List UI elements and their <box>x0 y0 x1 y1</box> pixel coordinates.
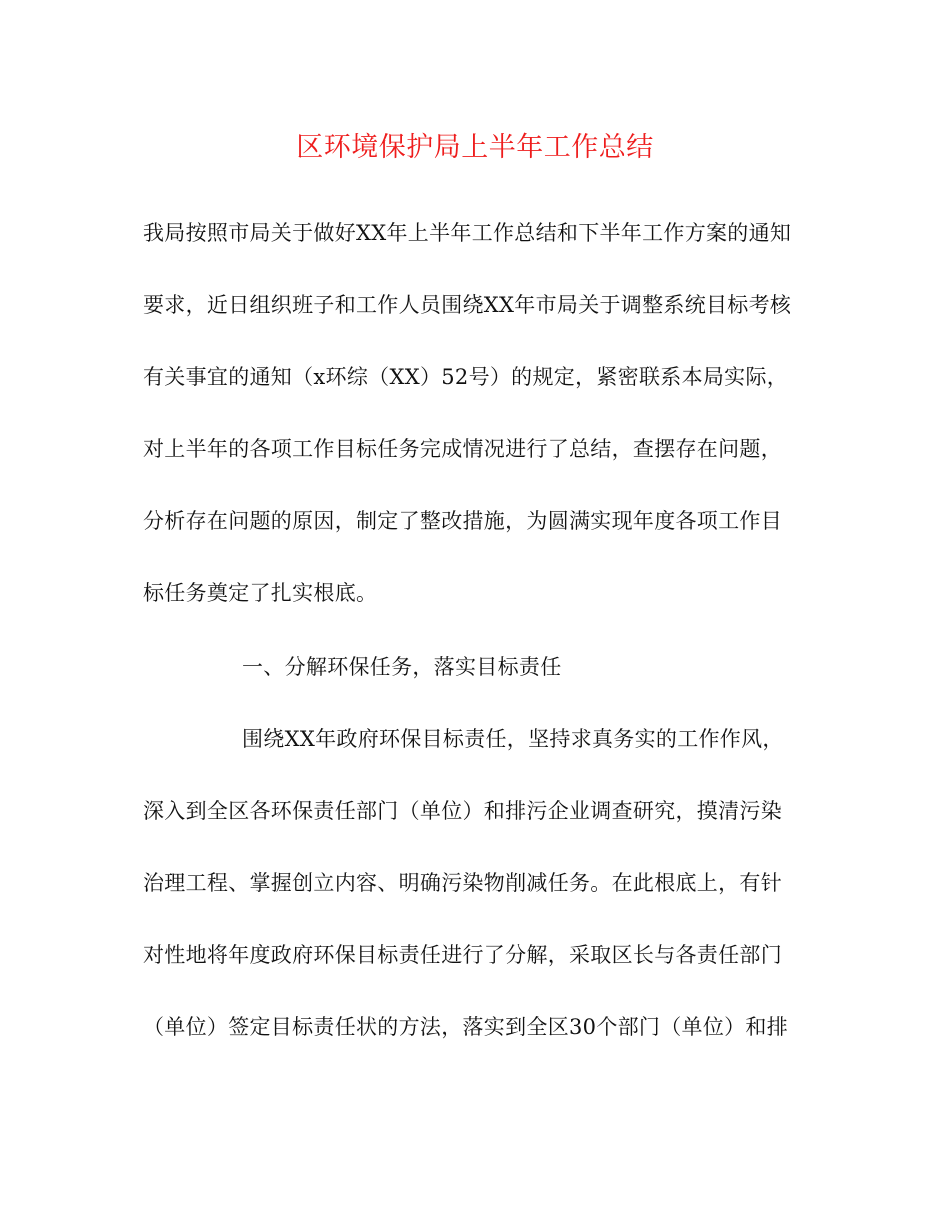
paragraph-line: 标任务奠定了扎实根底。 <box>143 581 378 605</box>
paragraph-line: 要求，近日组织班子和工作人员围绕XX年市局关于调整系统目标考核 <box>143 293 792 317</box>
section-heading: 一、分解环保任务，落实目标责任 <box>242 655 562 679</box>
document-title: 区环境保护局上半年工作总结 <box>296 132 654 163</box>
paragraph-line: 我局按照市局关于做好XX年上半年工作总结和下半年工作方案的通知 <box>143 221 792 245</box>
paragraph-line: （单位）签定目标责任状的方法，落实到全区30个部门（单位）和排 <box>143 1015 789 1039</box>
paragraph-line: 对性地将年度政府环保目标责任进行了分解，采取区长与各责任部门 <box>143 943 782 967</box>
paragraph-line: 对上半年的各项工作目标任务完成情况进行了总结，查摆存在问题， <box>143 437 782 461</box>
paragraph-line: 有关事宜的通知（x环综（XX）52号）的规定，紧密联系本局实际， <box>143 365 789 389</box>
paragraph-line: 围绕XX年政府环保目标责任，坚持求真务实的工作作风， <box>242 727 784 751</box>
paragraph-line: 分析存在问题的原因，制定了整改措施，为圆满实现年度各项工作目 <box>143 509 782 533</box>
paragraph-line: 深入到全区各环保责任部门（单位）和排污企业调查研究，摸清污染 <box>143 799 782 823</box>
paragraph-line: 治理工程、掌握创立内容、明确污染物削减任务。在此根底上，有针 <box>143 871 782 895</box>
